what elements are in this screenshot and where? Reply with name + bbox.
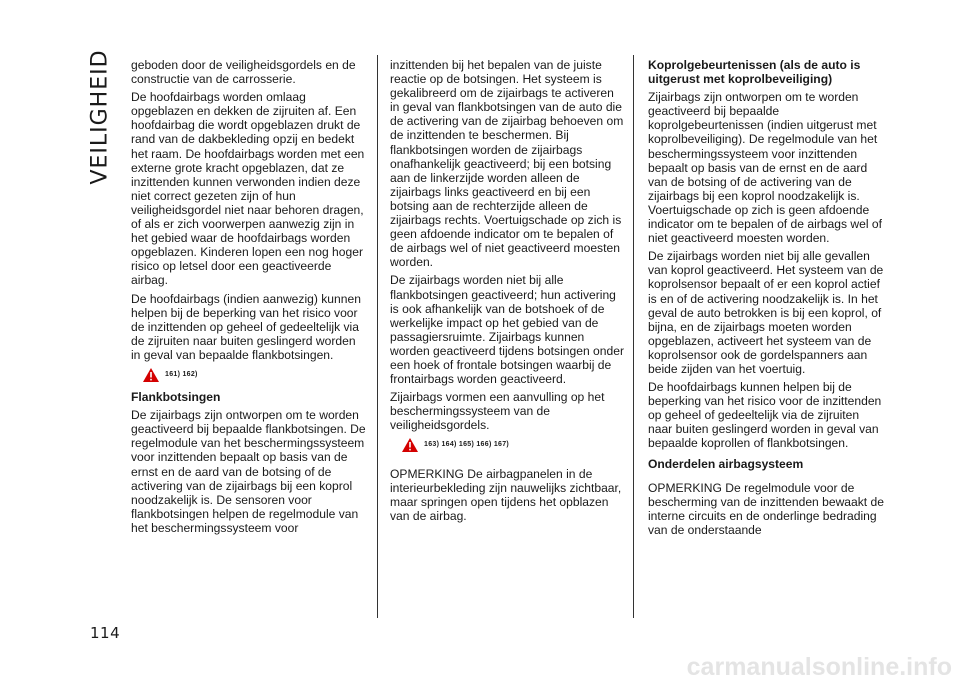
paragraph: Zijairbags vormen een aanvulling op het beschermingssysteem van de veiligheidsgordels. — [390, 390, 605, 433]
section-title: VEILIGHEID — [87, 49, 113, 185]
paragraph: De hoofdairbags kunnen helpen bij de beperking van het risico voor de inzittenden op geheel of gedeeltelijk via de zijruiten naar buiten geslingerd worden in geval van bepaalde koprollen of flankbotsingen. — [648, 380, 882, 451]
note-paragraph: OPMERKING De regelmodule voor de bescherming van de inzittenden bewaakt de interne circuits en de onderlinge bedrading van de onderstaande — [648, 480, 884, 537]
paragraph: geboden door de veiligheidsgordels en de constructie van de carrosserie. — [131, 58, 356, 87]
paragraph: Zijairbags zijn ontworpen om te worden geactiveerd bij bepaalde koprolgebeurtenissen (indien uitgerust met koprolbeveiliging). De regelmodule van het beschermingssysteem voor inzittenden bepaalt op basis van de ernst en de aard van de botsing of de activering van de zijairbags bij een koprol noodzakelijk is. Voertuigschade op zich is geen afdoende indicator om te bepalen of de airbags wel of niet geactiveerd moesten worden. — [648, 90, 882, 246]
paragraph: De hoofdairbags (indien aanwezig) kunnen helpen bij de beperking van het risico voor de inzittenden op geheel of gedeeltelijk via de zijruiten naar buiten geslingerd worden in geval van bepaalde flankbotsingen. — [131, 291, 361, 362]
warning-refs: 163) 164) 165) 166) 167) — [424, 441, 510, 449]
page-number: 114 — [90, 624, 121, 642]
section-heading: Koprolgebeurtenissen (als de auto is uitgerust met koprolbeveiliging) — [648, 58, 861, 87]
svg-text:carmanualsonline.info: carmanualsonline.info — [686, 653, 952, 681]
section-heading: Onderdelen airbagsysteem — [648, 456, 804, 471]
paragraph: inzittenden bij het bepalen van de juiste reactie op de botsingen. Het systeem is gekalibreerd om de zijairbags te activeren in geval van flankbotsingen van de auto die de activering van de zijairbag behoeven om de inzittenden te beschermen. Bij flankbotsingen worden de zijairbags onafhankelijk geactiveerd; bij een botsing aan de linkerzijde worden alleen de zijairbags links geactiveerd en bij een botsing aan de rechterzijde alleen de zijairbags rechts. Voertuigschade op zich is geen afdoende indicator om te bepalen of de airbags wel of niet geactiveerd moesten worden. — [390, 58, 624, 270]
section-heading: Flankbotsingen — [131, 390, 221, 405]
note-paragraph: OPMERKING De airbagpanelen in de interieurbekleding zijn nauwelijks zichtbaar, maar springen open tijdens het opblazen van de airbag. — [390, 466, 622, 523]
text-column-1 — [131, 58, 367, 539]
text-column-3 — [648, 58, 884, 541]
warning-refs: 161) 162) — [165, 370, 198, 378]
warning-icon — [402, 438, 418, 452]
warning-reference — [131, 368, 367, 382]
section-tab — [86, 49, 114, 185]
warning-icon — [143, 368, 159, 382]
paragraph: De zijairbags worden niet bij alle gevallen van koprol geactiveerd. Het systeem van de koprolsensor bepaalt of er een koprol actief is en of de activering noodzakelijk is. In het geval de auto betrokken is bij een koprol, of bijna, en de zijairbags moeten worden opgeblazen, activeert het systeem van de koprolsensor ook de gordelspanners aan beide zijden van het voertuig. — [648, 249, 884, 376]
paragraph: De zijairbags zijn ontworpen om te worden geactiveerd bij bepaalde flankbotsingen. De regelmodule van het beschermingssysteem voor inzittenden bepaalt op basis van de ernst en de aard van de botsing of de activering van de zijairbags bij een koprol noodzakelijk is. De sensoren voor flankbotsingen helpen de regelmodule van het beschermingssysteem voor — [131, 408, 366, 535]
text-column-2 — [390, 58, 626, 527]
column-divider — [377, 55, 378, 618]
watermark-logo — [576, 651, 956, 681]
paragraph: De zijairbags worden niet bij alle flankbotsingen geactiveerd; hun activering is ook afhankelijk van de botshoek of de werkelijke impact op het gebied van de passagiersruimte. Zijairbags kunnen worden geactiveerd tijdens botsingen onder een hoek of frontale botsingen waarbij de frontairbags worden geactiveerd. — [390, 273, 624, 387]
warning-reference — [390, 438, 626, 452]
column-divider — [633, 55, 634, 618]
paragraph: De hoofdairbags worden omlaag opgeblazen en dekken de zijruiten af. Een hoofdairbag die wordt opgeblazen drukt de rand van de dakbekleding opzij en bedekt het raam. De hoofdairbags worden met een externe grote kracht opgeblazen, dat ze inzittenden kunnen verwonden indien deze niet correct gezeten zijn of hun veiligheidsgordel niet naar behoren dragen, of als er zich voorwerpen aanwezig zijn in het gebied waar de hoofdairbags worden opgeblazen. Kinderen lopen een nog hoger risico op letsel door een geactiveerde airbag. — [131, 90, 365, 288]
